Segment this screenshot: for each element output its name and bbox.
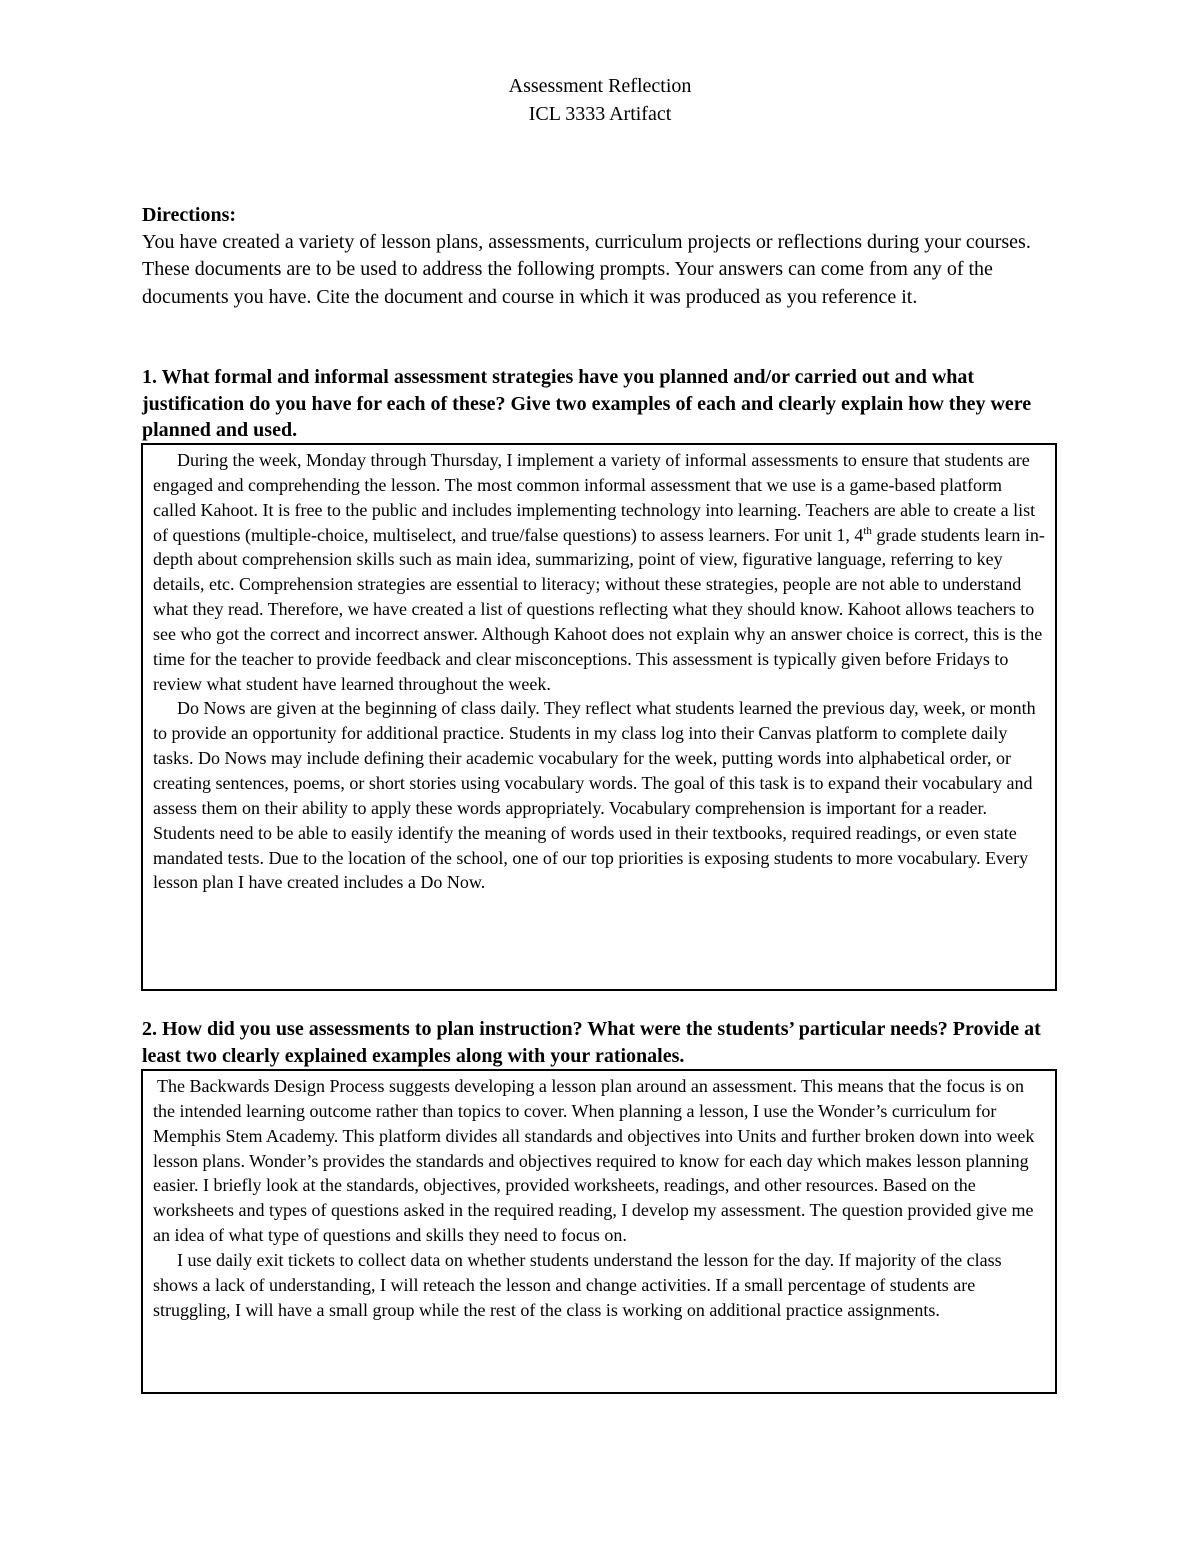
question-2-prompt: 2. How did you use assessments to plan instruction? What were the students’ particular needs? Provide at least two clearly explained examples along with your rationales. (142, 1018, 1041, 1067)
question-2-answer-paragraph-2: I use daily exit tickets to collect data on whether students understand the lesson for the day. If majority of the class shows a lack of understanding, I will reteach the lesson and change activities. If a small percentage of students are struggling, I will have a small group while the rest of the class is working on additional practice assignments. (153, 1249, 1002, 1320)
question-1-answer-paragraph-1 (153, 448, 1045, 696)
question-1-prompt: 1. What formal and informal assessment strategies have you planned and/or carried out and what justification do you have for each of these? Give two examples of each and clearly explain how they were planned and used. (142, 366, 1032, 441)
directions-body: You have created a variety of lesson plans, assessments, curriculum projects or reflections during your courses. These documents are to be used to address the following prompts. Your answers can come from any of the documents you have. Cite the document and course in which it was produced as you reference it. (142, 231, 1031, 308)
directions-heading: Directions: (142, 204, 237, 226)
answer-text: grade students learn in-depth about comprehension skills such as main idea, summarizing, point of view, figurative language, referring to key details, etc. Comprehension strategies are essential to literacy; without these strategies, people are not able to understand what they read. Therefore, we have created a list of questions reflecting what they should know. Kahoot allows teachers to see who got the correct and incorrect answer. Although Kahoot does not explain why an answer choice is correct, this is the time for the teacher to provide feedback and clear misconceptions. This assessment is typically given before Fridays to review what student have learned throughout the week. (153, 524, 1045, 694)
ordinal-superscript: th (863, 524, 872, 537)
question-1-answer-box[interactable] (141, 443, 1057, 991)
answer-text: During the week, Monday through Thursday, I implement a variety of informal assessments to ensure that students are engaged and comprehending the lesson. The most common informal assessment that we use is a game-based platform called Kahoot. It is free to the public and includes implementing technology into learning. Teachers are able to create a list of questions (multiple-choice, multiselect, and true/false questions) to assess learners. For unit 1, 4 (153, 450, 1036, 545)
document-subtitle: ICL 3333 Artifact (528, 103, 672, 125)
question-2-answer-box[interactable] (141, 1069, 1057, 1394)
question-2-answer-paragraph-1: The Backwards Design Process suggests developing a lesson plan around an assessment. This means that the focus is on the intended learning outcome rather than topics to cover. When planning a lesson, I use the Wonder’s curriculum for Memphis Stem Academy. This platform divides all standards and objectives into Units and further broken down into week lesson plans. Wonder’s provides the standards and objectives required to know for each day which makes lesson planning easier. I briefly look at the standards, objectives, provided worksheets, readings, and other resources. Based on the worksheets and types of questions asked in the required reading, I develop my assessment. The question provided give me an idea of what type of questions and skills they need to focus on. (153, 1076, 1035, 1246)
document-title: Assessment Reflection (508, 75, 692, 97)
question-1-answer-paragraph-2: Do Nows are given at the beginning of class daily. They reflect what students learned the previous day, week, or month to provide an opportunity for additional practice. Students in my class log into their Canvas platform to complete daily tasks. Do Nows may include defining their academic vocabulary for the week, putting words into alphabetical order, or creating sentences, poems, or short stories using vocabulary words. The goal of this task is to expand their vocabulary and assess them on their ability to apply these words appropriately. Vocabulary comprehension is important for a reader. Students need to be able to easily identify the meaning of words used in their textbooks, required readings, or even state mandated tests. Due to the location of the school, one of our top priorities is exposing students to more vocabulary. Every lesson plan I have created includes a Do Now. (153, 698, 1036, 893)
